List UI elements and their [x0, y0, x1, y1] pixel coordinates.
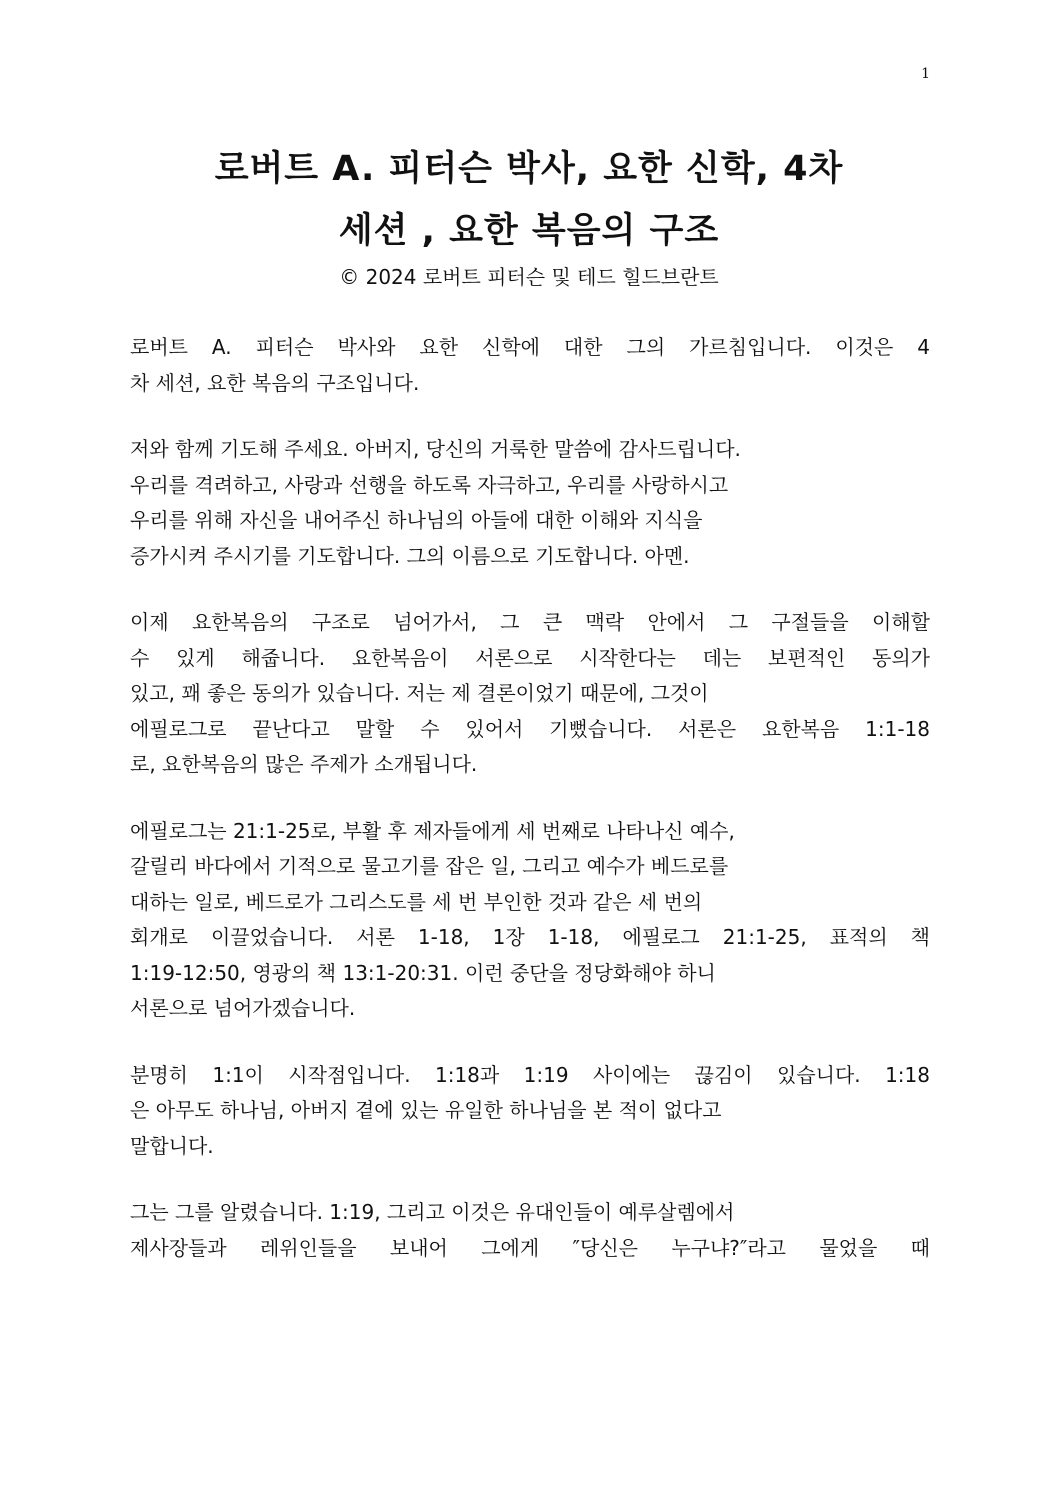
paragraph-line: 서론으로 넘어가겠습니다.: [130, 996, 356, 1020]
paragraph-line: 로버트 A. 피터슨 박사와 요한 신학에 대한 그의 가르침입니다. 이것은 4: [130, 335, 930, 359]
paragraph: [130, 814, 930, 1027]
paragraph: [130, 1195, 930, 1266]
title-line-1: 로버트 A. 피터슨 박사, 요한 신학, 4차: [214, 149, 844, 189]
paragraph-line: 분명히 1:1이 시작점입니다. 1:18과 1:19 사이에는 끊김이 있습니다. 1:18: [130, 1062, 930, 1087]
paragraph: [130, 330, 930, 401]
paragraph-line: 말합니다.: [130, 1133, 214, 1158]
paragraph-line: 수 있게 해줍니다. 요한복음이 서론으로 시작한다는 데는 보편적인 동의가: [130, 645, 930, 670]
copyright-notice: © 2024 로버트 피터슨 및 테드 힐드브란트: [339, 265, 719, 289]
paragraph-line: 증가시켜 주시기를 기도합니다. 그의 이름으로 기도합니다. 아멘.: [130, 543, 690, 568]
document-title: [120, 138, 938, 262]
paragraph-line: 있고, 꽤 좋은 동의가 있습니다. 저는 제 결론이었기 때문에, 그것이: [130, 681, 709, 705]
paragraph-line: 갈릴리 바다에서 기적으로 물고기를 잡은 일, 그리고 예수가 베드로를: [130, 854, 729, 878]
paragraph-line: 대하는 일로, 베드로가 그리스도를 세 번 부인한 것과 같은 세 번의: [130, 889, 703, 914]
paragraph-line: 그는 그를 알렸습니다. 1:19, 그리고 이것은 유대인들이 예루살렘에서: [130, 1200, 735, 1224]
paragraph-line: 은 아무도 하나님, 아버지 곁에 있는 유일한 하나님을 본 적이 없다고: [130, 1098, 722, 1122]
paragraph: [130, 605, 930, 783]
document-body: [130, 330, 930, 1297]
page-number: 1: [921, 66, 930, 82]
paragraph-line: 에필로그로 끝난다고 말할 수 있어서 기뻤습니다. 서론은 요한복음 1:1-18: [130, 716, 930, 741]
paragraph-line: 차 세션, 요한 복음의 구조입니다.: [130, 370, 420, 395]
paragraph-line: 저와 함께 기도해 주세요. 아버지, 당신의 거룩한 말씀에 감사드립니다.: [130, 437, 741, 461]
paragraph-line: 이제 요한복음의 구조로 넘어가서, 그 큰 맥락 안에서 그 구절들을 이해할: [130, 610, 930, 634]
paragraph-line: 제사장들과 레위인들을 보내어 그에게 ″당신은 누구냐?″라고 물었을 때: [130, 1235, 930, 1260]
paragraph-line: 에필로그는 21:1-25로, 부활 후 제자들에게 세 번째로 나타나신 예수,: [130, 818, 735, 843]
paragraph: [130, 432, 930, 574]
paragraph-line: 회개로 이끌었습니다. 서론 1-18, 1장 1-18, 에필로그 21:1-25, 표적의 책: [130, 925, 930, 949]
title-line-2: 세션 , 요한 복음의 구조: [338, 211, 720, 251]
paragraph: [130, 1058, 930, 1165]
paragraph-line: 로, 요한복음의 많은 주제가 소개됩니다.: [130, 752, 478, 776]
paragraph-line: 우리를 격려하고, 사랑과 선행을 하도록 자극하고, 우리를 사랑하시고: [130, 472, 729, 497]
paragraph-line: 1:19-12:50, 영광의 책 13:1-20:31. 이런 중단을 정당화해야 하니: [130, 960, 716, 985]
paragraph-line: 우리를 위해 자신을 내어주신 하나님의 아들에 대한 이해와 지식을: [130, 508, 703, 532]
